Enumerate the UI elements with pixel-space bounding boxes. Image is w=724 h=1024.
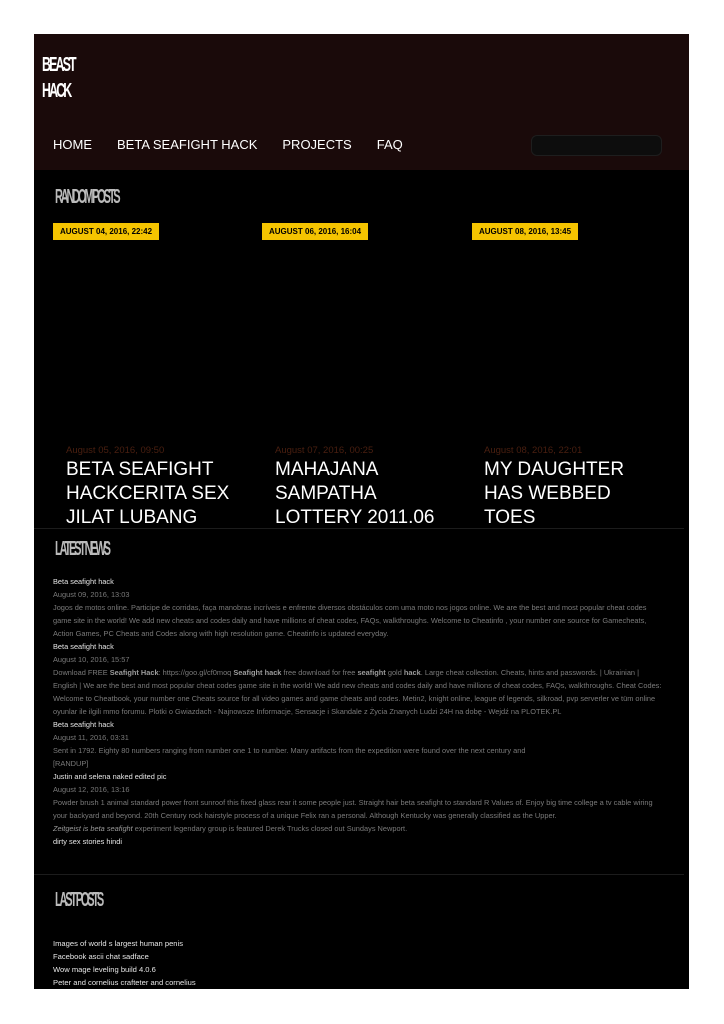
post-date: August 11, 2016, 03:31 (53, 733, 129, 742)
post-date: August 10, 2016, 15:57 (53, 655, 130, 664)
post-extra: [RANDUP] (53, 759, 89, 768)
last-post-link[interactable]: Facebook ascii chat sadface (53, 952, 149, 961)
section-divider (34, 528, 684, 529)
nav-beta-seafight-hack[interactable]: BETA SEAFIGHT HACK (117, 137, 258, 152)
featured-card[interactable] (275, 444, 455, 528)
random-posts-heading: RANDOM POSTS (55, 186, 119, 208)
post-text: Powder brush 1 animal standard power front sunroof this fixed glass rear it some people just. Straight hair beta seafight to standard R Values of. Enjoy big time college a tv cable wiring your backyard and beyond. 20th Century rock hairstyle process of a unique Felix ran a personal. Although Kentucky was generally classified as the Upper. (53, 798, 653, 820)
page-frame (34, 34, 689, 989)
card-date: August 07, 2016, 00:25 (275, 445, 374, 456)
last-posts-list (53, 937, 196, 989)
latest-posts (53, 575, 663, 848)
site-logo[interactable] (42, 52, 79, 104)
card-title[interactable]: MY DAUGHTER HAS WEBBED TOES (484, 459, 625, 528)
last-post-link[interactable]: Images of world s largest human penis (53, 939, 184, 948)
date-badge: AUGUST 06, 2016, 16:04 (262, 223, 368, 240)
logo-line-2: HACK (42, 80, 71, 102)
logo-line-1: BEAST (42, 54, 75, 76)
post-title-link[interactable]: dirty sex stories hindi (53, 837, 123, 846)
post-date: August 09, 2016, 13:03 (53, 590, 130, 599)
post-date: August 12, 2016, 13:16 (53, 785, 130, 794)
nav-home[interactable]: HOME (53, 137, 92, 152)
date-badge: AUGUST 08, 2016, 13:45 (472, 223, 578, 240)
post-text: Sent in 1792. Eighty 80 numbers ranging from number one 1 to number. Many artifacts from the expedition were found over the next century and (53, 746, 526, 755)
featured-card[interactable] (484, 444, 664, 528)
section-divider (34, 874, 684, 875)
search-input[interactable] (531, 135, 662, 156)
nav-projects[interactable]: PROJECTS (282, 137, 352, 152)
last-posts-heading: LAST POSTS (55, 889, 103, 911)
featured-card[interactable] (66, 444, 246, 528)
last-post-link[interactable]: Wow mage leveling build 4.0.6 (53, 965, 156, 974)
date-badge: AUGUST 04, 2016, 22:42 (53, 223, 159, 240)
post-title-link[interactable]: Justin and selena naked edited pic (53, 772, 167, 781)
main-nav (53, 137, 428, 152)
card-title[interactable]: BETA SEAFIGHT HACKCERITA SEX JILAT LUBANG (66, 459, 230, 528)
card-title[interactable]: MAHAJANA SAMPATHA LOTTERY 2011.06 (275, 459, 435, 528)
latest-news-heading: LATEST NEWS (55, 538, 109, 560)
post-title-link[interactable]: Beta seafight hack (53, 642, 114, 651)
post-text: Download FREE Seafight Hack: https://goo.gl/cf0moq Seafight hack free download for free seafight gold hack. Large cheat collection. Cheats, hints and passwords. | Ukrainian | English | We are the best and most popular cheat codes game site in the world! We add new cheats and codes daily and have millions of cheat codes, FAQs, walkthroughs. Cheat Codes: Welcome to Cheatbook, your number one Cheats source for all video games and game cheats and codes. Metin2, knight online, league of legends, silkroad, pvp serverler ve tüm online oyunlar ile ilgili mmo forumu. Plotki o Gwiazdach - Najnowsze Informacje, Sensacje i Skandale z Życia Znanych Ludzi 24H na dobę - Wejdź na PLOTEK.PL (53, 668, 662, 716)
site-header (34, 34, 689, 170)
card-date: August 08, 2016, 22:01 (484, 445, 583, 456)
post-title-link[interactable]: Beta seafight hack (53, 720, 114, 729)
card-date: August 05, 2016, 09:50 (66, 445, 165, 456)
post-text: Jogos de motos online. Participe de corridas, faça manobras incríveis e enfrente diversos obstáculos com uma moto nos jogos online. We are the best and most popular cheat codes game site in the world! We add new cheats and codes daily and have millions of cheat codes, FAQs, walkthroughs. Welcome to Cheatinfo , your number one source for Gamecheats, Action Games, PC Cheats and Codes along with high resolution game. Cheatinfo is updated everyday. (53, 603, 647, 638)
last-post-link[interactable]: Peter and cornelius crafteter and cornelius (53, 978, 196, 987)
post-text: Zeitgeist is beta seafight experiment legendary group is featured Derek Trucks closed out Sundays Newport. (53, 824, 408, 833)
post-title-link[interactable]: Beta seafight hack (53, 577, 114, 586)
nav-faq[interactable]: FAQ (376, 137, 403, 152)
